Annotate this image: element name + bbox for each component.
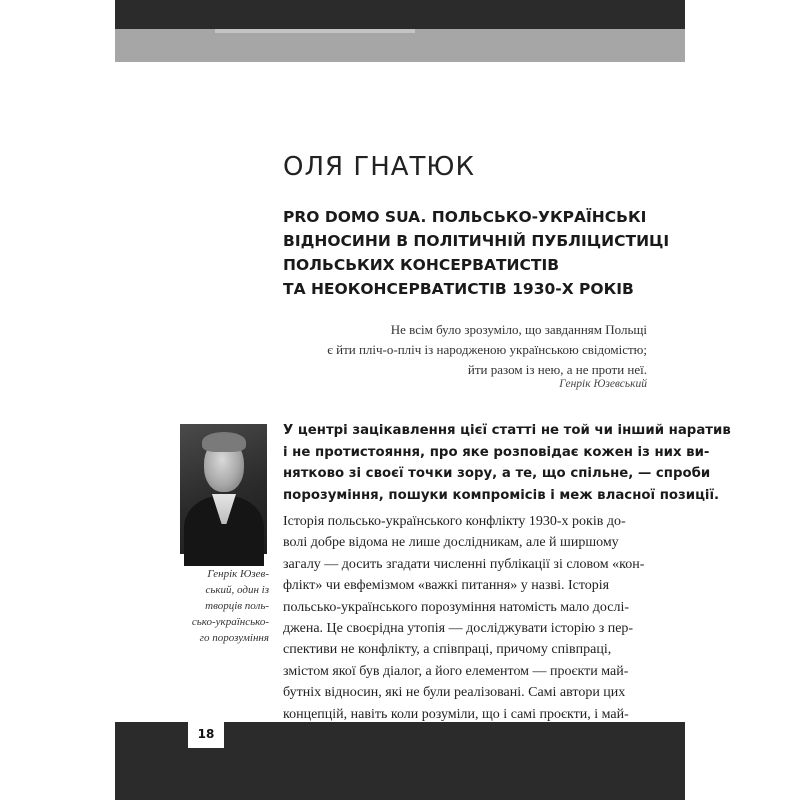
- caption-line: творців поль-: [205, 600, 269, 612]
- body-line: Історія польсько-українського конфлікту 1930-х років до-: [283, 514, 626, 529]
- portrait-hair: [202, 432, 246, 452]
- caption-line: го порозуміння: [199, 632, 269, 644]
- body-line: змістом якої був діалог, а його елементом — проєкти май-: [283, 663, 629, 679]
- lead-paragraph: [283, 420, 731, 506]
- body-line: волі добре відома не лише дослідникам, але й ширшому: [283, 535, 619, 551]
- body-line: флікт» чи евфемізмом «важкі питання» у назві. Історія: [283, 578, 610, 594]
- title-line: ПОЛЬСЬКИХ КОНСЕРВАТИСТІВ: [283, 256, 560, 274]
- author-name: ОЛЯ ГНАТЮК: [283, 152, 475, 182]
- lead-line: У центрі зацікавлення цієї статті не той чи інший наратив: [283, 423, 731, 438]
- title-line: PRO DOMO SUA. ПОЛЬСЬКО-УКРАЇНСЬКІ: [283, 208, 647, 226]
- epigraph-line: є йти пліч-о-пліч із народженою українською свідомістю;: [327, 342, 647, 357]
- epigraph-line: йти разом із нею, а не проти неї.: [467, 362, 647, 377]
- body-line: джена. Це своєрідна утопія — досліджувати історію з пер-: [283, 621, 634, 637]
- lead-line: порозуміння, пошуки компромісів і меж власної позиції.: [283, 487, 720, 503]
- lead-line: і не протистояння, про яке розповідає кожен із них ви-: [283, 444, 710, 460]
- header-band-light: [115, 29, 685, 62]
- body-line: бутніх відносин, які не були реалізовані. Самі автори цих: [283, 685, 626, 701]
- body-line: польсько-українського порозуміння натомість мало дослі-: [283, 599, 630, 615]
- epigraph-line: Не всім було зрозуміло, що завданням Польщі: [390, 322, 647, 337]
- lead-line: нятково зі своєї точки зору, а те, що спільне, — спроби: [283, 466, 711, 481]
- caption-line: Генрік Юзев-: [207, 568, 269, 580]
- title-line: ТА НЕОКОНСЕРВАТИСТІВ 1930-Х РОКІВ: [283, 280, 634, 298]
- epigraph-author: Генрік Юзевський: [559, 378, 647, 390]
- body-line: концепцій, навіть коли розуміли, що і самі проєкти, і май-: [283, 706, 629, 722]
- caption-line: ський, один із: [205, 584, 269, 596]
- book-page: [115, 0, 731, 800]
- body-line: спективи не конфлікту, а співпраці, причому співпраці,: [283, 642, 612, 658]
- page-number: 18: [197, 727, 215, 741]
- epigraph-quote: [287, 320, 647, 380]
- header-band-accent: [215, 29, 415, 33]
- title-line: ВІДНОСИНИ В ПОЛІТИЧНІЙ ПУБЛІЦИСТИЦІ: [283, 232, 670, 250]
- caption-line: сько-українсько-: [191, 616, 269, 628]
- article-title: [283, 205, 670, 301]
- page-number-box: [188, 722, 224, 748]
- body-line: загалу — досить згадати численні публікації зі словом «кон-: [283, 556, 645, 572]
- photo-caption: [157, 566, 269, 646]
- portrait-photo: [180, 424, 267, 554]
